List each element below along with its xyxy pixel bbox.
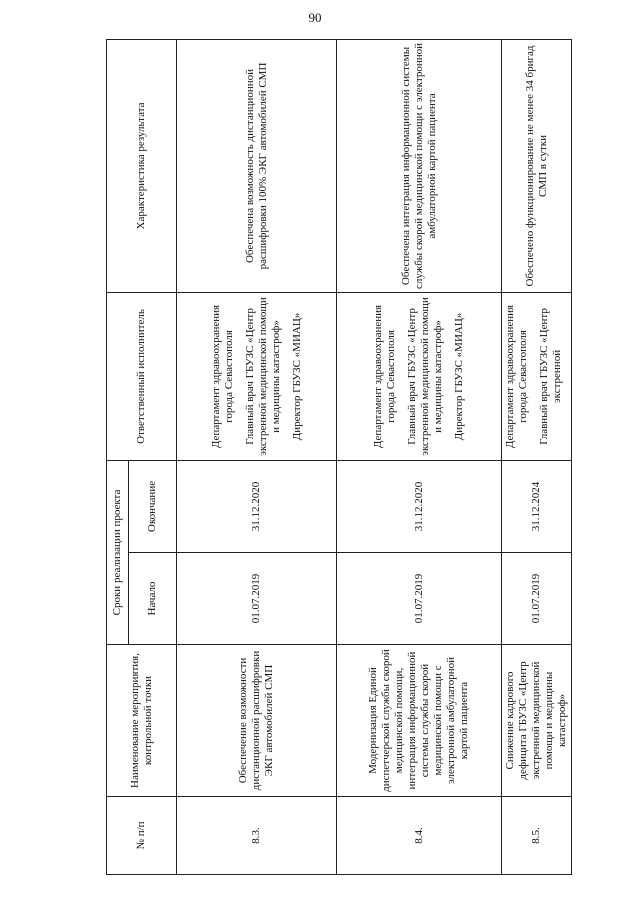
row-executor [177,292,337,460]
header-end: Окончание [129,460,177,552]
executor-line: Главный врач ГБУЗС «Центр экстренной медицинской помощи и медицины катастроф» [406,297,444,456]
executor-line: Департамент здравоохранения города Севастополя [372,304,397,449]
row-name: Модернизация Единой диспетчерской службы скорой медицинской помощи, интеграция информационной системы службы скорой медицинской помощи с электронной амбулаторной картой пациента [337,645,502,797]
executor-line: Департамент здравоохранения города Севастополя [504,304,529,449]
row-start: 01.07.2019 [502,553,572,645]
executor-line: Главный врач ГБУЗС «Центр экстренной [538,308,563,445]
executor-line: Директор ГБУЗС «МИАЦ» [453,312,465,441]
row-end: 31.12.2020 [177,460,337,552]
row-start: 01.07.2019 [177,553,337,645]
header-result: Характеристика результата [107,39,177,292]
row-end: 31.12.2020 [337,460,502,552]
row-num: 8.3. [177,797,337,875]
executor-line: Департамент здравоохранения города Севастополя [209,304,235,449]
row-executor [502,292,572,460]
row-name: Снижение кадрового дефицита ГБУЗС «Центр экстренной медицинской помощи и медицины катастроф» [502,645,572,797]
row-result: Обеспечено функционирование не менее 34 бригад СМП в сутки [502,39,572,292]
header-name: Наименование мероприятия, контрольной точки [107,645,177,797]
header-num: № п/п [107,797,177,875]
executor-line: Главный врач ГБУЗС «Центр экстренной медицинской помощи и медицины катастроф» [243,297,282,456]
header-row-1 [107,39,129,874]
row-name: Обеспечение возможности дистанционной расшифровки ЭКГ автомобилей СМП [177,645,337,797]
row-num: 8.5. [502,797,572,875]
row-result: Обеспечена возможность дистанционной расшифровки 100% ЭКГ автомобилей СМП [177,39,337,292]
row-executor [337,292,502,460]
header-executor: Ответственный исполнитель [107,292,177,460]
rotated-table-container [106,40,566,875]
table-row [177,39,337,874]
row-result: Обеспечена интеграция информационной системы службы скорой медицинской помощи с электронной амбулаторной картой пациента [337,39,502,292]
header-start: Начало [129,553,177,645]
page-number: 90 [308,10,322,25]
row-start: 01.07.2019 [337,553,502,645]
header-terms: Сроки реализации проекта [107,460,129,644]
row-end: 31.12.2024 [502,460,572,552]
row-num: 8.4. [337,797,502,875]
table-row [337,39,502,874]
executor-line: Директор ГБУЗС «МИАЦ» [290,312,303,441]
table-row [502,39,572,874]
measures-table [106,39,572,875]
